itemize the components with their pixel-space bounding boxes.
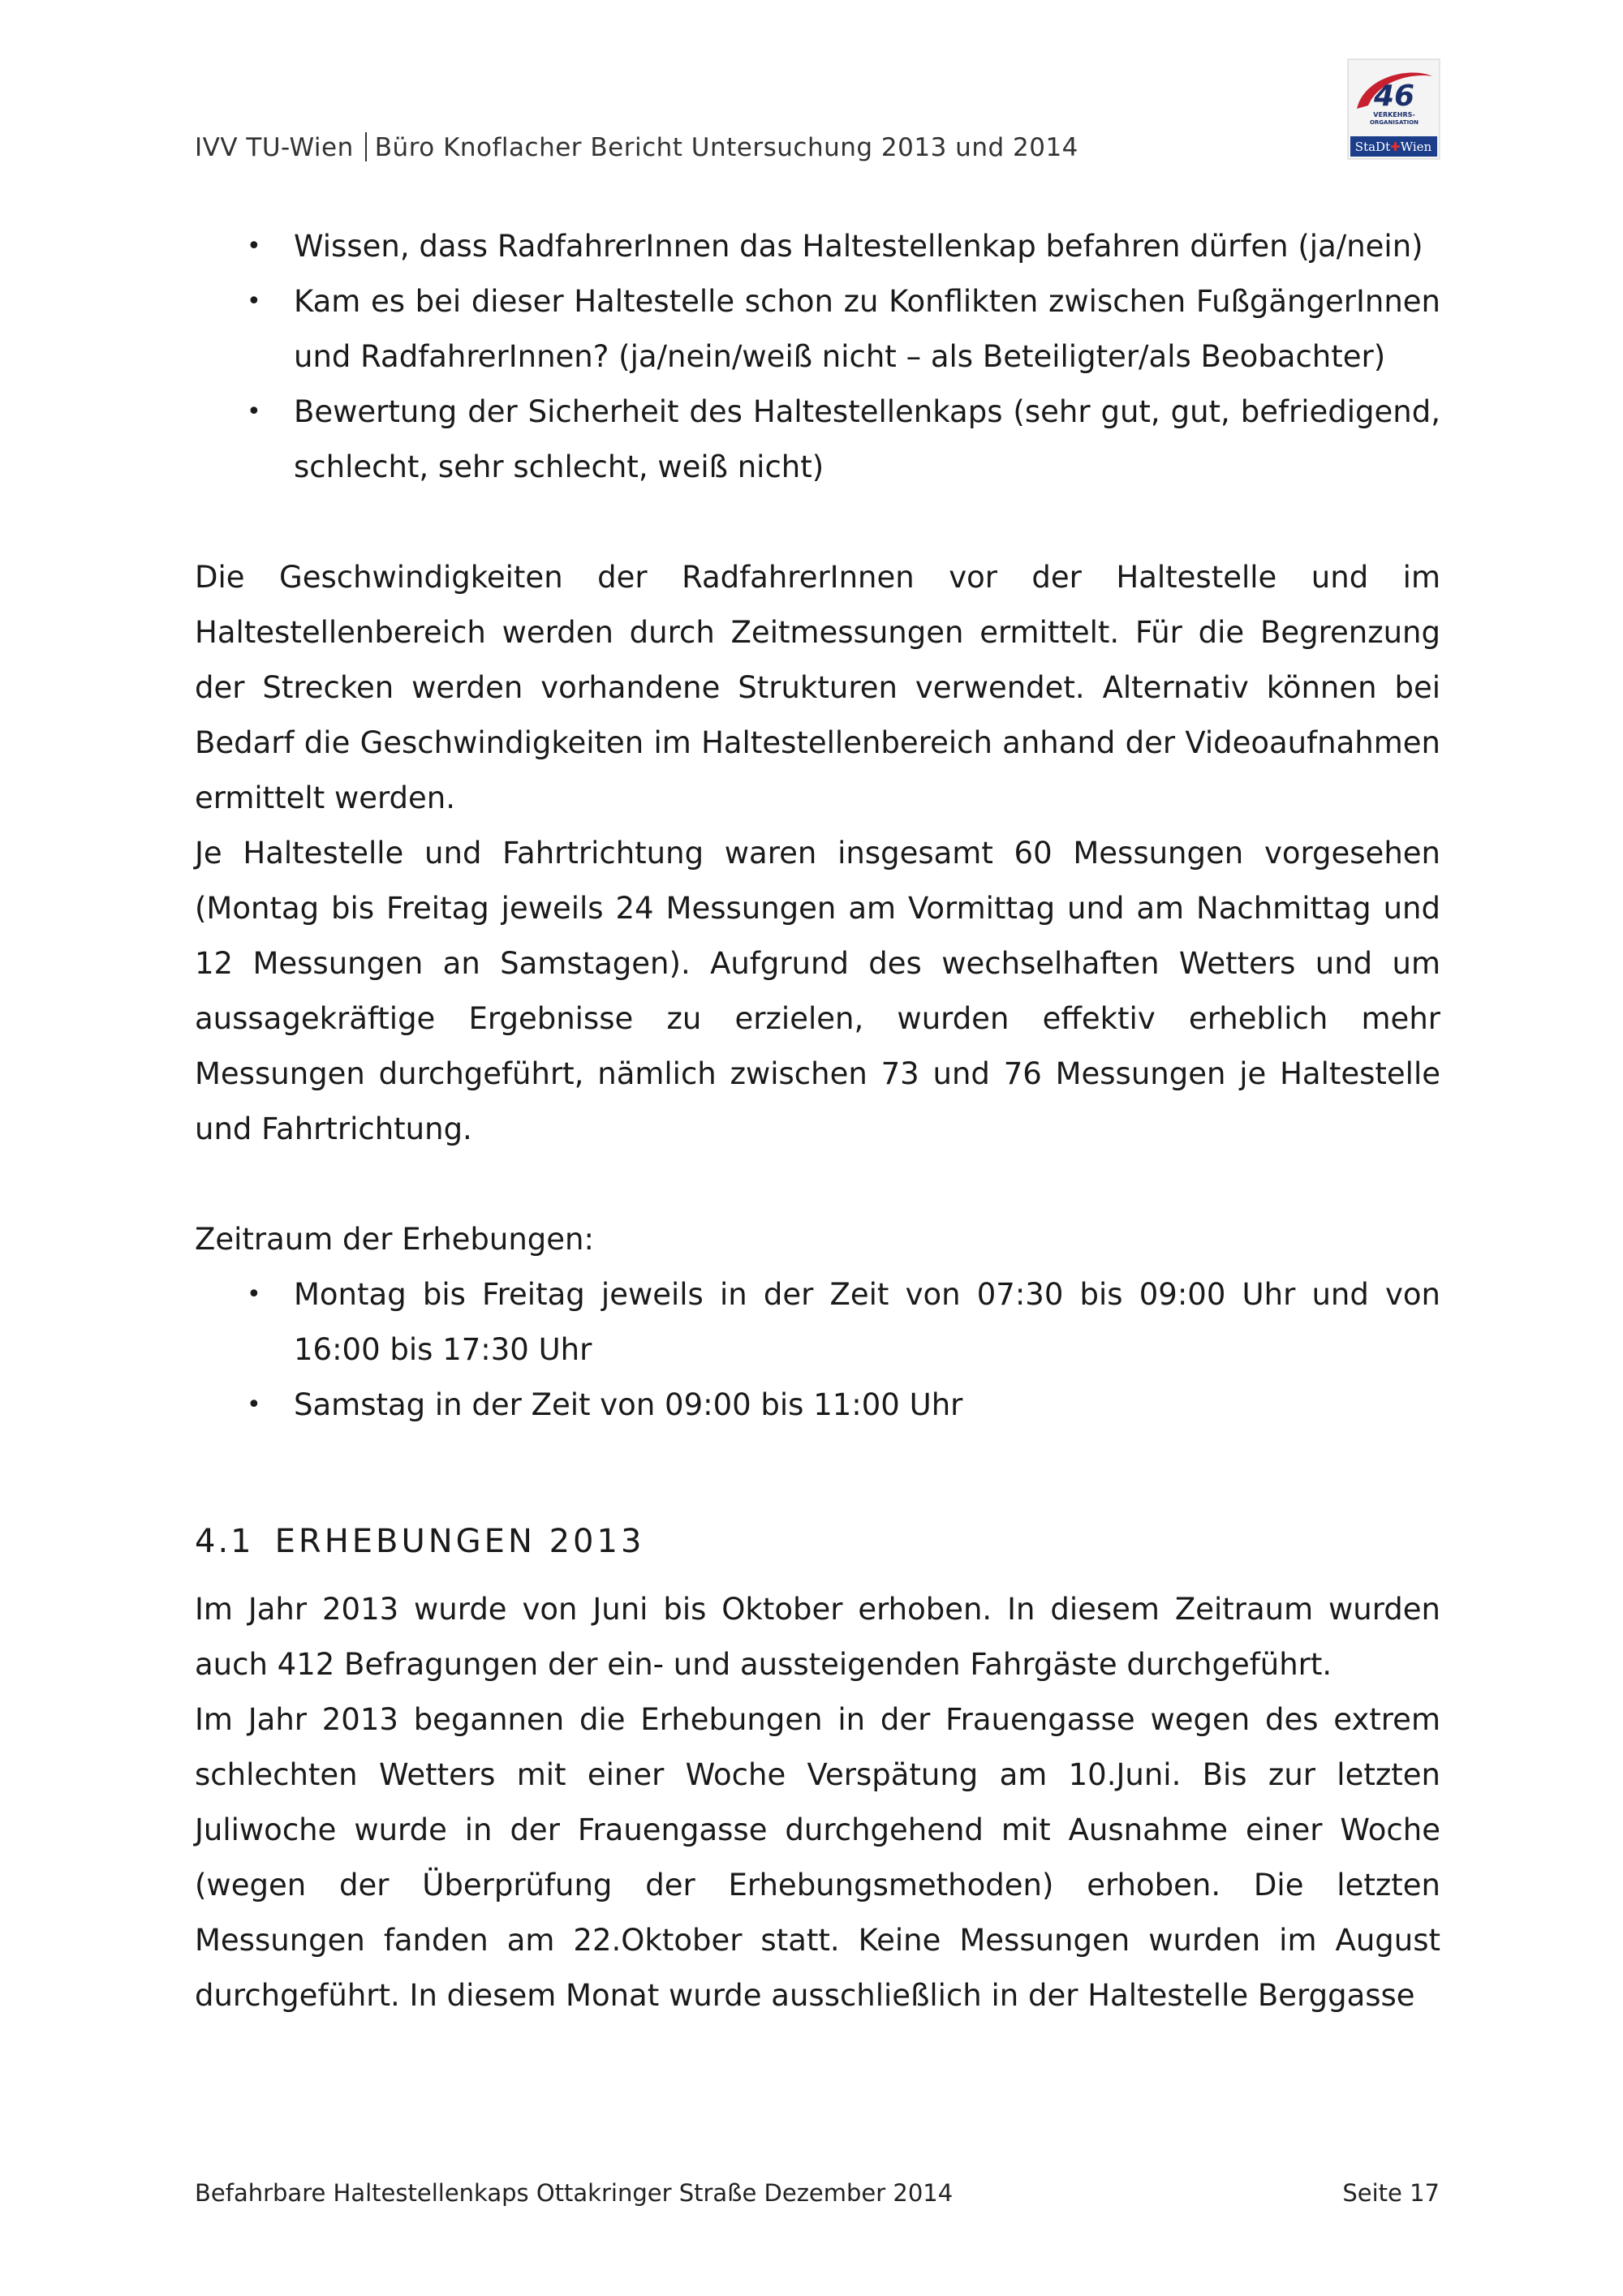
paragraph: Die Geschwindigkeiten der RadfahrerInnen vor der Haltestelle und im Haltestellenbereich werden durch Zeitmessungen ermittelt. Für die Begrenzung der Strecken werden vorhandene Strukturen verwendet. Alternativ können bei Bedarf die Geschwindigkeiten im Haltestellenbereich anhand der Videoaufnahmen ermittelt werden.	[195, 560, 1440, 815]
list-item-text: Kam es bei dieser Haltestelle schon zu Konflikten zwischen FußgängerInnen und RadfahrerInnen? (ja/nein/weiß nicht – als Beteiligter/als Beobachter)	[294, 284, 1440, 374]
bullet-icon: •	[247, 398, 261, 426]
spacer	[195, 495, 1440, 550]
list-item	[195, 1378, 1440, 1433]
zeitraum-label: Zeitraum der Erhebungen:	[195, 1222, 594, 1257]
list-item-text: Samstag in der Zeit von 09:00 bis 11:00 Uhr	[294, 1387, 963, 1422]
logo-number: 46	[1373, 80, 1415, 113]
bullet-icon: •	[247, 1391, 261, 1419]
footer-title: Befahrbare Haltestellenkaps Ottakringer Straße Dezember 2014	[195, 2179, 954, 2207]
page-header	[195, 132, 1078, 162]
list-item-text: Bewertung der Sicherheit des Haltestellenkaps (sehr gut, gut, befriedigend, schlecht, sehr schlecht, weiß nicht)	[294, 394, 1440, 484]
logo-line2: ORGANISATION	[1369, 119, 1419, 126]
list-item	[195, 385, 1440, 495]
bullet-icon: •	[247, 1280, 261, 1309]
list-item-text: Wissen, dass RadfahrerInnen das Haltestellenkap befahren dürfen (ja/nein)	[294, 229, 1423, 264]
paragraph: Je Haltestelle und Fahrtrichtung waren insgesamt 60 Messungen vorgesehen (Montag bis Freitag jeweils 24 Messungen am Vormittag und am Nachmittag und 12 Messungen an Samstagen). Aufgrund des wechselhaften Wetters und um aussagekräftige Ergebnisse zu erzielen, wurden effektiv erheblich mehr Messungen durchgeführt, nämlich zwischen 73 und 76 Messungen je Haltestelle und Fahrtrichtung.	[195, 836, 1440, 1146]
page-number: Seite 17	[1342, 2179, 1440, 2207]
paragraph: Im Jahr 2013 begannen die Erhebungen in der Frauengasse wegen des extrem schlechten Wetters mit einer Woche Verspätung am 10.Juni. Bis zur letzten Juliwoche wurde in der Frauengasse durchgehend mit Ausnahme einer Woche (wegen der Überprüfung der Erhebungsmethoden) erhoben. Die letzten Messungen fanden am 22.Oktober statt. Keine Messungen wurden im August durchgeführt. In diesem Monat wurde ausschließlich in der Haltestelle Berggasse	[195, 1702, 1440, 2013]
list-item	[195, 274, 1440, 385]
section-number: 4.1	[195, 1523, 254, 1560]
spacer	[195, 1157, 1440, 1212]
header-separator	[365, 132, 367, 161]
list-item	[195, 219, 1440, 274]
header-institute: IVV TU-Wien	[195, 133, 354, 162]
section-heading	[195, 1512, 1440, 1571]
verkehrsorganisation-logo	[1347, 58, 1440, 160]
logo-line1: VERKEHRS-	[1373, 111, 1415, 118]
spacer	[195, 1488, 1440, 1512]
list-item	[195, 1267, 1440, 1378]
section-title: ERHEBUNGEN 2013	[274, 1523, 645, 1560]
spacer	[195, 1433, 1440, 1488]
bullet-icon: •	[247, 232, 261, 260]
main-content	[195, 219, 1440, 2023]
paragraph: Im Jahr 2013 wurde von Juni bis Oktober erhoben. In diesem Zeitraum wurden auch 412 Befragungen der ein- und aussteigenden Fahrgäste durchgeführt.	[195, 1592, 1440, 1682]
spacer	[195, 1571, 1440, 1582]
header-report-title: Büro Knoflacher Bericht Untersuchung 2013 und 2014	[374, 133, 1078, 162]
criteria-list	[195, 219, 1440, 495]
zeitraum-list	[195, 1267, 1440, 1433]
bullet-icon: •	[247, 287, 261, 316]
list-item-text: Montag bis Freitag jeweils in der Zeit von 07:30 bis 09:00 Uhr und von 16:00 bis 17:30 Uhr	[294, 1277, 1440, 1367]
logo-city-text: StaDt✚Wien	[1354, 140, 1432, 154]
